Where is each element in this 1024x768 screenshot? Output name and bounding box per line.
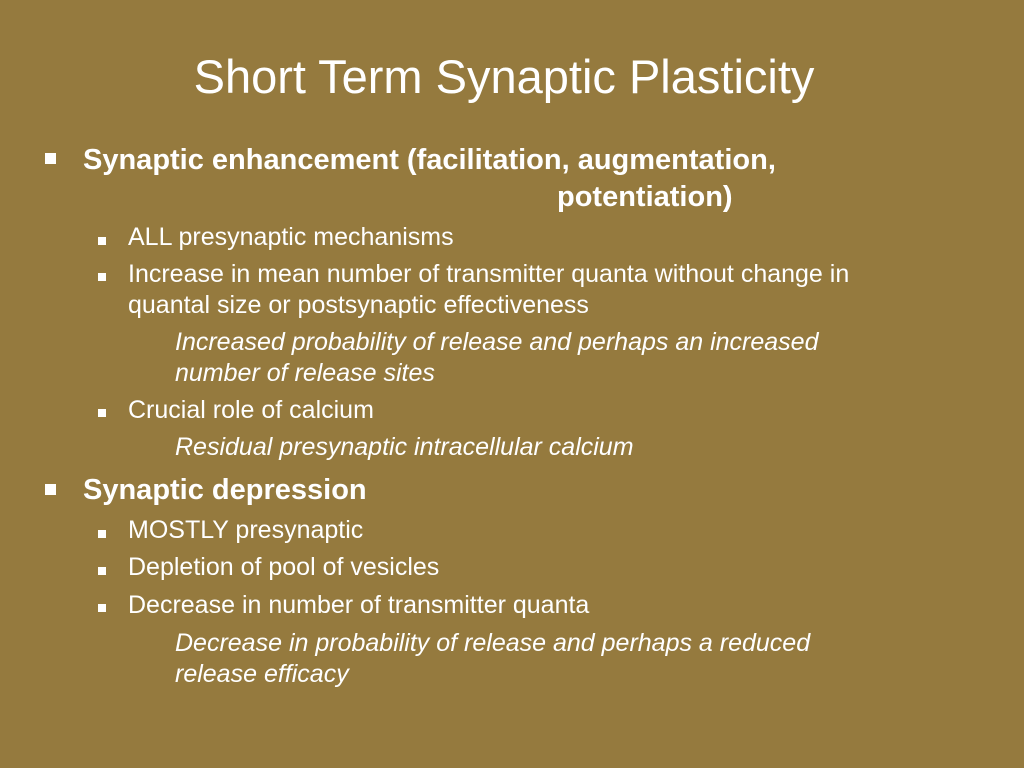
item-bullet-icon (98, 406, 106, 419)
item-note: Decrease in probability of release and perhaps a reduced (175, 629, 811, 657)
item-bullet-icon (98, 527, 106, 540)
section-bullet-icon (45, 484, 56, 497)
section-heading-depression: Synaptic depression (83, 474, 367, 506)
list-item-cont: quantal size or postsynaptic effectiveness (128, 291, 589, 319)
section-heading-enhancement-cont: potentiation) (557, 181, 733, 213)
item-note: Residual presynaptic intracellular calcium (175, 433, 634, 461)
item-bullet-icon (98, 270, 106, 283)
item-note-cont: number of release sites (175, 359, 435, 387)
item-note: Increased probability of release and perhaps an increased (175, 328, 819, 356)
list-item: Increase in mean number of transmitter quanta without change in (128, 260, 850, 288)
list-item: Crucial role of calcium (128, 396, 374, 424)
item-bullet-icon (98, 234, 106, 247)
section-bullet-icon (45, 153, 56, 166)
list-item: Depletion of pool of vesicles (128, 553, 440, 581)
slide-title: Short Term Synaptic Plasticity (193, 50, 815, 103)
list-item: Decrease in number of transmitter quanta (128, 591, 590, 619)
list-item: ALL presynaptic mechanisms (128, 223, 454, 251)
item-bullet-icon (98, 564, 106, 577)
item-bullet-icon (98, 601, 106, 614)
section-heading-enhancement: Synaptic enhancement (facilitation, augmentation, (83, 144, 776, 176)
item-note-cont: release efficacy (175, 660, 349, 688)
list-item: MOSTLY presynaptic (128, 516, 364, 544)
